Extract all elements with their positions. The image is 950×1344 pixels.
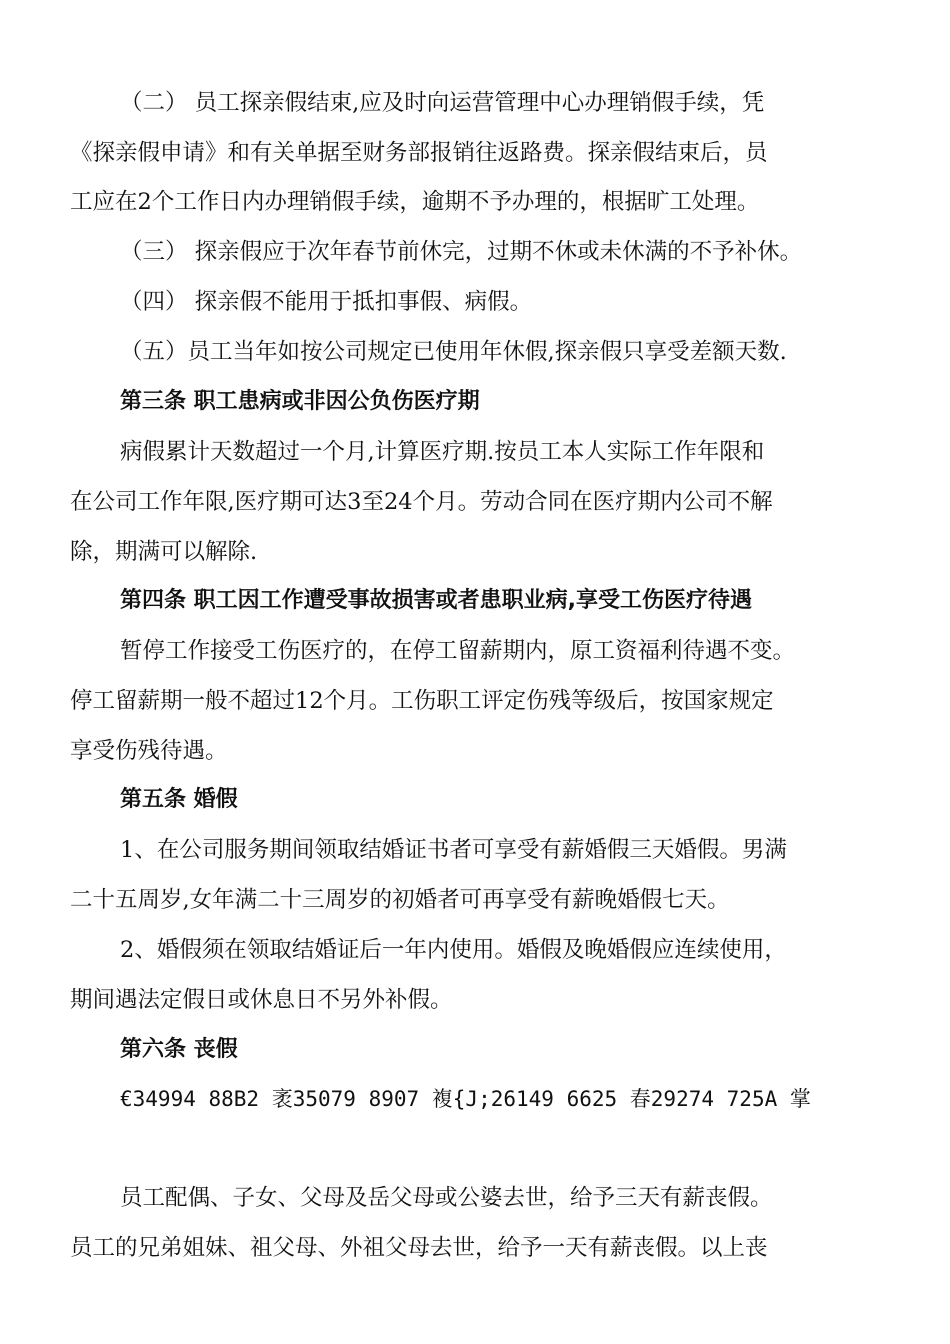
paragraph-line: 工应在2个工作日内办理销假手续，逾期不予办理的，根据旷工处理。 xyxy=(70,189,760,215)
section-heading: 第六条 丧假 xyxy=(120,1037,238,1062)
paragraph-line: 暂停工作接受工伤医疗的，在停工留薪期内，原工资福利待遇不变。 xyxy=(120,638,796,664)
paragraph-line: （五）员工当年如按公司规定已使用年休假,探亲假只享受差额天数. xyxy=(120,339,787,365)
paragraph-line: 除，期满可以解除. xyxy=(70,539,258,565)
section-heading: 第四条 职工因工作遭受事故损害或者患职业病,享受工伤医疗待遇 xyxy=(120,588,753,613)
paragraph-line: 员工配偶、子女、父母及岳父母或公婆去世，给予三天有薪丧假。 xyxy=(120,1185,773,1211)
paragraph-line: 二十五周岁,女年满二十三周岁的初婚者可再享受有薪晚婚假七天。 xyxy=(70,887,730,913)
paragraph-line: （四） 探亲假不能用于抵扣事假、病假。 xyxy=(120,289,533,315)
garbled-text-line: €34994 88B2 袤35079 8907 複{J;26149 6625 春29274 725A 掌 xyxy=(120,1087,811,1111)
paragraph-line: 停工留薪期一般不超过12个月。工伤职工评定伤残等级后，按国家规定 xyxy=(70,688,774,714)
paragraph-line: 在公司工作年限,医疗期可达3至24个月。劳动合同在医疗期内公司不解 xyxy=(70,489,773,515)
paragraph-line: 享受伤残待遇。 xyxy=(70,738,228,764)
paragraph-line: 2、婚假须在领取结婚证后一年内使用。婚假及晚婚假应连续使用， xyxy=(120,937,787,963)
paragraph-line: （三） 探亲假应于次年春节前休完，过期不休或未休满的不予补休。 xyxy=(120,239,803,265)
section-heading: 第五条 婚假 xyxy=(120,787,238,812)
paragraph-line: （二） 员工探亲假结束,应及时向运营管理中心办理销假手续，凭 xyxy=(120,90,765,116)
paragraph-line: 病假累计天数超过一个月,计算医疗期.按员工本人实际工作年限和 xyxy=(120,439,765,465)
paragraph-line: 1、在公司服务期间领取结婚证书者可享受有薪婚假三天婚假。男满 xyxy=(120,837,787,863)
paragraph-line: 员工的兄弟姐妹、祖父母、外祖父母去世，给予一天有薪丧假。以上丧 xyxy=(70,1235,768,1261)
section-heading: 第三条 职工患病或非因公负伤医疗期 xyxy=(120,389,480,414)
paragraph-line: 《探亲假申请》和有关单据至财务部报销往返路费。探亲假结束后，员 xyxy=(70,140,768,166)
paragraph-line: 期间遇法定假日或休息日不另外补假。 xyxy=(70,987,453,1013)
